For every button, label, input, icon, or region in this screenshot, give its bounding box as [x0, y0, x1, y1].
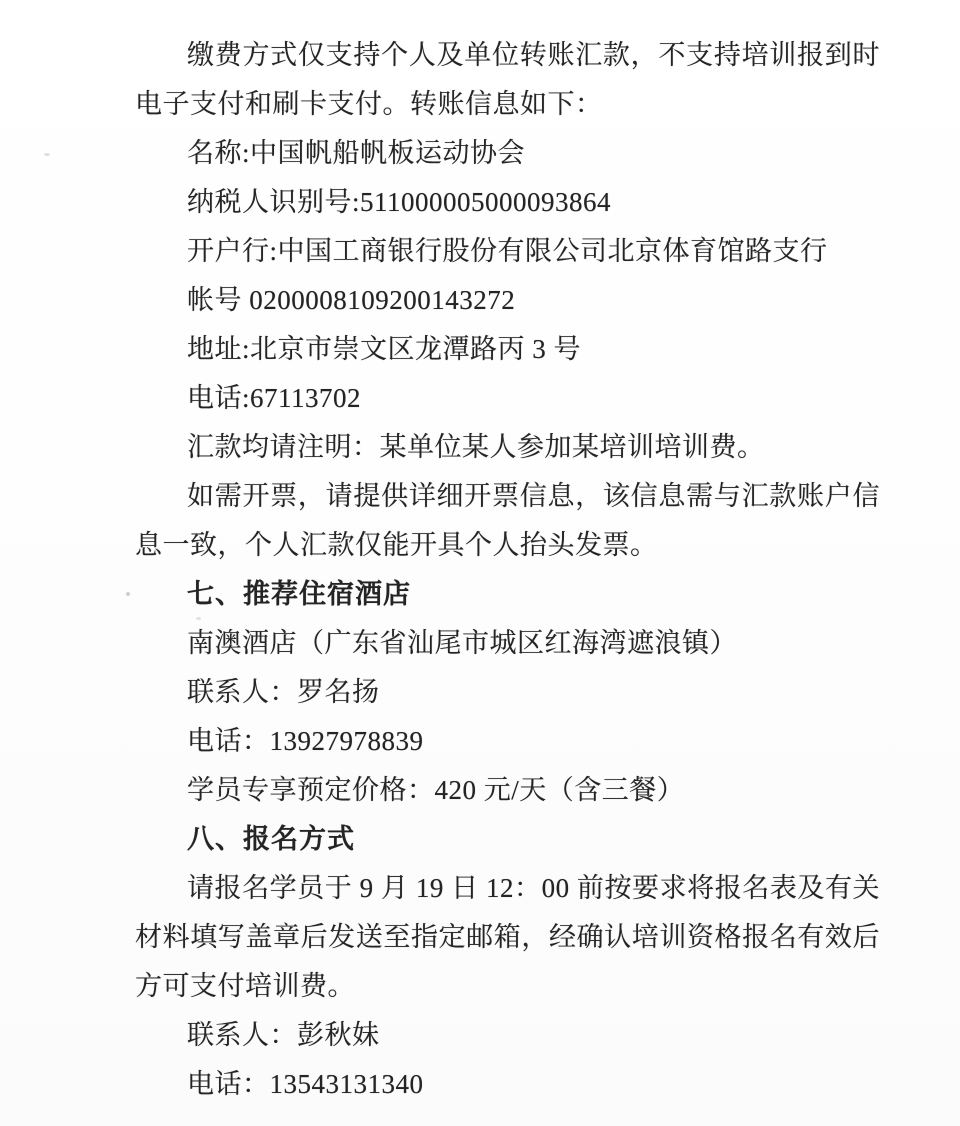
hotel-contact-line: 联系人：罗名扬 [187, 677, 380, 707]
payment-intro-line-1: 缴费方式仅支持个人及单位转账汇款，不支持培训报到时 [187, 40, 880, 70]
hotel-phone-line: 电话：13927978839 [187, 726, 424, 756]
scan-speckle [126, 592, 130, 596]
bank-line: 开户行:中国工商银行股份有限公司北京体育馆路支行 [187, 236, 828, 266]
bank-phone-line: 电话:67113702 [187, 383, 361, 413]
invoice-line-1: 如需开票，请提供详细开票信息，该信息需与汇款账户信 [187, 481, 880, 511]
document-body [135, 31, 880, 1109]
tax-id-line: 纳税人识别号:511000005000093864 [187, 187, 611, 217]
invoice-line-2: 息一致，个人汇款仅能开具个人抬头发票。 [135, 530, 658, 560]
payment-intro-line-2: 电子支付和刷卡支付。转账信息如下： [135, 89, 603, 119]
signup-line-2: 材料填写盖章后发送至指定邮箱，经确认培训资格报名有效后 [135, 922, 880, 952]
signup-line-1: 请报名学员于 9 月 19 日 12：00 前按要求将报名表及有关 [187, 873, 880, 903]
account-number-line: 帐号 0200008109200143272 [187, 285, 516, 315]
section-7-heading: 七、推荐住宿酒店 [187, 579, 411, 609]
signup-phone-line: 电话：13543131340 [187, 1069, 424, 1099]
hotel-line: 南澳酒店（广东省汕尾市城区红海湾遮浪镇） [187, 628, 737, 658]
section-8-heading: 八、报名方式 [187, 824, 355, 854]
remit-note-line: 汇款均请注明：某单位某人参加某培训培训费。 [187, 432, 765, 462]
account-name-line: 名称:中国帆船帆板运动协会 [187, 138, 526, 168]
signup-line-3: 方可支付培训费。 [135, 971, 355, 1001]
hotel-price-line: 学员专享预定价格：420 元/天（含三餐） [187, 775, 685, 805]
scan-speckle [44, 153, 50, 156]
signup-contact-line: 联系人：彭秋妹 [187, 1020, 380, 1050]
address-line: 地址:北京市崇文区龙潭路丙 3 号 [187, 334, 582, 364]
